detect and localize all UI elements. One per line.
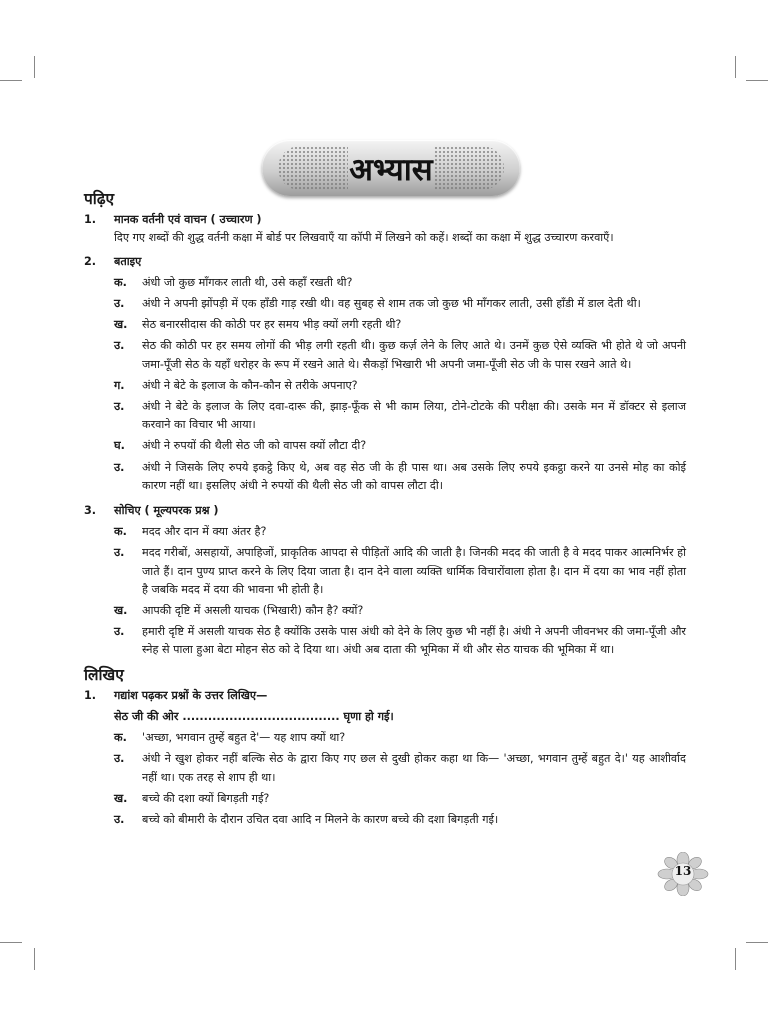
qa-item	[84, 544, 686, 599]
item-label: ख.	[114, 791, 128, 805]
item-label: क.	[114, 275, 127, 289]
crop-mark	[0, 80, 22, 81]
qa-item	[84, 811, 686, 829]
item-text: हमारी दृष्टि में असली याचक सेठ है क्योंकि उसके पास अंधी को देने के लिए कुछ भी नहीं है। अंधी ने अपनी जीवनभर की जमा-पूँजी और स्नेह से पाला हुआ बेटा मोहन सेठ को दे दिया था। अंधी अब दाता की भूमिका में थी और सेठ याचक की भूमिका में था।	[142, 625, 686, 657]
page-number: 13	[674, 864, 692, 878]
item-text: सेठ की कोठी पर हर समय लोगों की भीड़ लगी रहती थी। कुछ कर्ज़ लेने के लिए आते थे। उनमें कुछ ऐसे व्यक्ति भी होते थे जो अपनी जमा-पूँजी सेठ के यहाँ धरोहर के रूप में रखने आते थे। सैकड़ों भिखारी भी अपनी जमा-पूँजी सेठ जी के पास रखने आते थे।	[142, 339, 686, 371]
qa-item	[84, 523, 686, 541]
qa-item	[84, 750, 686, 786]
question-number: 1.	[84, 213, 97, 227]
passage-reference: सेठ जी की ओर ..................................... घृणा हो गई।	[114, 710, 394, 724]
item-text: अंधी ने रुपयों की थैली सेठ जी को वापस क्यों लौटा दी?	[142, 439, 367, 453]
item-label: ख.	[114, 318, 128, 332]
item-label: उ.	[114, 297, 125, 311]
item-text: बच्चे की दशा क्यों बिगड़ती गई?	[142, 791, 270, 805]
question-title: बताइए	[114, 254, 142, 268]
page-title: अभ्यास	[349, 152, 433, 188]
qa-item	[84, 729, 686, 747]
item-label: क.	[114, 525, 127, 539]
item-text: अंधी ने बेटे के इलाज के लिए दवा-दारू की, झाड़-फूँक से भी काम लिया, टोने-टोटके की परीक्षा की। उसके मन में डॉक्टर से इलाज करवाने का विचार भी आया।	[142, 400, 686, 432]
question-number: 3.	[84, 504, 97, 518]
qa-item	[84, 274, 686, 292]
item-label: घ.	[114, 439, 125, 453]
item-text: मदद गरीबों, असहायों, अपाहिजों, प्राकृतिक आपदा से पीड़ितों आदि की जाती है। जिनकी मदद की जाती है वे मदद पाकर आत्मनिर्भर हो जाते हैं। दान पुण्य प्राप्त करने के लिए दिया जाता है। दान देने वाला व्यक्ति धार्मिक विचारोंवाला होता है। दान में दया का भाव नहीं होता है जबकि मदद में दया की भावना भी होती है।	[142, 546, 686, 596]
item-text: अंधी ने अपनी झोंपड़ी में एक हाँडी गाड़ रखी थी। वह सुबह से शाम तक जो कुछ भी माँगकर लाती, उसी हाँडी में डाल देती थी।	[142, 297, 641, 311]
item-text: बच्चे को बीमारी के दौरान उचित दवा आदि न मिलने के कारण बच्चे की दशा बिगड़ती गई।	[142, 813, 499, 827]
question-heading	[84, 253, 686, 271]
item-text: आपकी दृष्टि में असली याचक (भिखारी) कौन है? क्यों?	[142, 604, 364, 618]
item-text: 'अच्छा, भगवान तुम्हें बहुत दे'— यह शाप क्यों था?	[142, 731, 346, 745]
qa-item	[84, 790, 686, 808]
crop-mark	[735, 56, 736, 78]
question-heading	[84, 502, 686, 520]
question-title: मानक वर्तनी एवं वाचन ( उच्चारण )	[114, 213, 262, 227]
qa-item	[84, 398, 686, 434]
section-heading-read: पढ़िए	[84, 190, 115, 208]
crop-mark	[34, 56, 35, 78]
qa-item	[84, 316, 686, 334]
item-label: उ.	[114, 460, 125, 474]
item-label: क.	[114, 731, 127, 745]
crop-mark	[735, 948, 736, 970]
item-text: सेठ बनारसीदास की कोठी पर हर समय भीड़ क्यों लगी रहती थी?	[142, 318, 402, 332]
qa-item	[84, 377, 686, 395]
qa-item	[84, 602, 686, 620]
crop-mark	[746, 942, 768, 943]
qa-item	[84, 459, 686, 495]
exercise-content	[84, 190, 686, 829]
item-label: उ.	[114, 625, 125, 639]
qa-item	[84, 337, 686, 373]
question-heading	[84, 687, 686, 705]
item-text: अंधी ने जिसके लिए रुपये इकट्ठे किए थे, अब वह सेठ जी के ही पास था। अब उसके लिए रुपये इकट्ठा करने या उनसे मोह का कोई कारण नहीं था। इसलिए अंधी ने रुपयों की थैली सेठ जी को वापस लौटा दी।	[142, 460, 686, 492]
question-number: 1.	[84, 688, 97, 702]
question-heading	[84, 211, 686, 229]
question-title: सोचिए ( मूल्यपरक प्रश्न )	[114, 504, 219, 518]
item-label: ख.	[114, 604, 128, 618]
item-text: अंधी ने खुश होकर नहीं बल्कि सेठ के द्वारा किए गए छल से दुखी होकर कहा था कि— 'अच्छा, भगवान तुम्हें बहुत दे।' यह आशीर्वाद नहीं था। एक तरह से शाप ही था।	[142, 752, 686, 784]
section-heading-write: लिखिए	[84, 665, 124, 684]
qa-item	[84, 437, 686, 455]
item-label: उ.	[114, 546, 125, 560]
crop-mark	[746, 80, 768, 81]
qa-item	[84, 623, 686, 659]
qa-item	[84, 295, 686, 313]
title-badge	[262, 140, 520, 196]
crop-mark	[34, 948, 35, 970]
item-label: उ.	[114, 813, 125, 827]
question-title: गद्यांश पढ़कर प्रश्नों के उत्तर लिखिए—	[114, 688, 268, 702]
question-number: 2.	[84, 254, 97, 268]
item-text: मदद और दान में क्या अंतर है?	[142, 525, 267, 539]
crop-mark	[0, 942, 22, 943]
item-label: ग.	[114, 378, 125, 392]
item-text: अंधी ने बेटे के इलाज के कौन-कौन से तरीके अपनाए?	[142, 378, 358, 392]
item-label: उ.	[114, 400, 125, 414]
instruction-text: दिए गए शब्दों की शुद्ध वर्तनी कक्षा में बोर्ड पर लिखवाएँ या कॉपी में लिखने को कहें। शब्दों का कक्षा में शुद्ध उच्चारण करवाएँ।	[114, 231, 614, 245]
item-text: अंधी जो कुछ माँगकर लाती थी, उसे कहाँ रखती थी?	[142, 275, 353, 289]
item-label: उ.	[114, 752, 125, 766]
item-label: उ.	[114, 339, 125, 353]
